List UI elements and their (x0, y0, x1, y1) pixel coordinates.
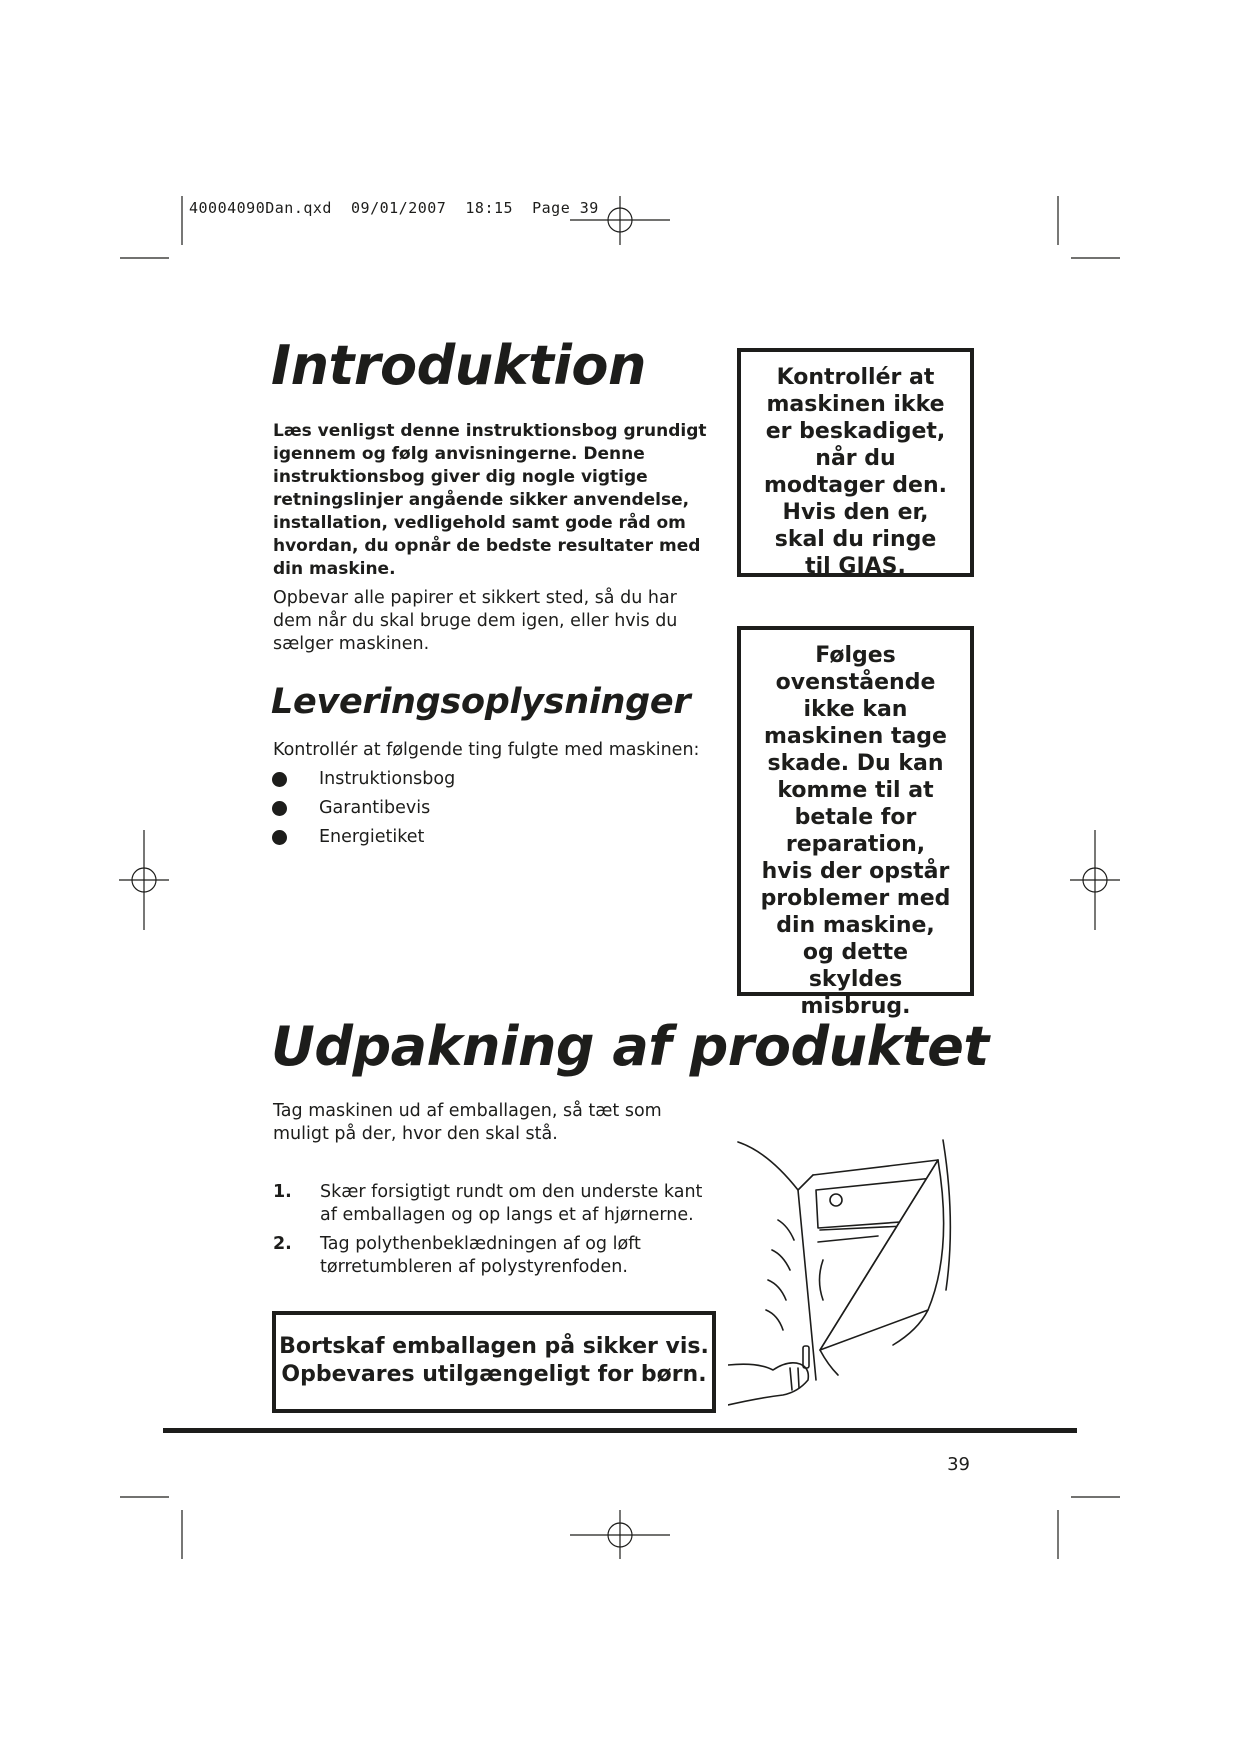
registration-mark-bottom (570, 1510, 670, 1559)
damage-notice-box (737, 348, 974, 577)
list-item: Instruktionsbog (272, 768, 712, 797)
damage-notice-text: Kontrollér at maskinen ikke er beskadiget, når du modtager den. Hvis den er, skal du ringe til GIAS. (763, 365, 947, 579)
unpacking-steps-list (273, 1181, 723, 1285)
bullet-icon (272, 772, 287, 787)
bullet-icon (272, 801, 287, 816)
disposal-warning-text: Bortskaf emballagen på sikker vis. Opbevares utilgængeligt for børn. (279, 1334, 709, 1387)
registration-mark-left (119, 830, 169, 930)
list-item: 2. Tag polythenbeklædningen af og løft tørretumbleren af polystyrenfoden. (273, 1234, 641, 1277)
intro-heading: Introduktion (271, 334, 646, 397)
list-item: 1. Skær forsigtigt rundt om den underste kant af emballagen og op langs et af hjørnerne. (273, 1182, 703, 1225)
delivery-items-list (272, 768, 712, 855)
bullet-icon (272, 830, 287, 845)
unpacking-intro-paragraph: Tag maskinen ud af emballagen, så tæt som muligt på der, hvor den skal stå. (273, 1101, 662, 1144)
delivery-check-text: Kontrollér at følgende ting fulgte med maskinen: (273, 740, 700, 760)
unpacking-heading: Udpakning af produktet (271, 1015, 989, 1078)
page-number: 39 (947, 1454, 970, 1475)
disposal-warning-box (272, 1311, 716, 1413)
footer-rule (163, 1428, 1077, 1433)
misuse-notice-text: Følges ovenstående ikke kan maskinen tage skade. Du kan komme til at betale for reparation, hvis der opstår problemer med din maskine, og dette skyldes misbrug. (760, 643, 951, 1019)
list-item: Energietiket (272, 826, 712, 855)
intro-lead-paragraph: Læs venligst denne instruktionsbog grundigt igennem og følg anvisningerne. Denne instruktionsbog giver dig nogle vigtige retningslinjer angående sikker anvendelse, installation, vedligehold samt gode råd om hvordan, du opnår de bedste resultater med din maskine. (273, 421, 707, 579)
list-item: Garantibevis (272, 797, 712, 826)
misuse-notice-box (737, 626, 974, 1019)
delivery-heading: Leveringsoplysninger (271, 682, 691, 722)
file-slug: 40004090Dan.qxd 09/01/2007 18:15 Page 39 (189, 199, 599, 217)
storage-paragraph: Opbevar alle papirer et sikkert sted, så du har dem når du skal bruge dem igen, eller hvis du sælger maskinen. (273, 588, 678, 654)
registration-mark-right (1070, 830, 1120, 930)
unpacking-illustration (728, 1130, 960, 1412)
